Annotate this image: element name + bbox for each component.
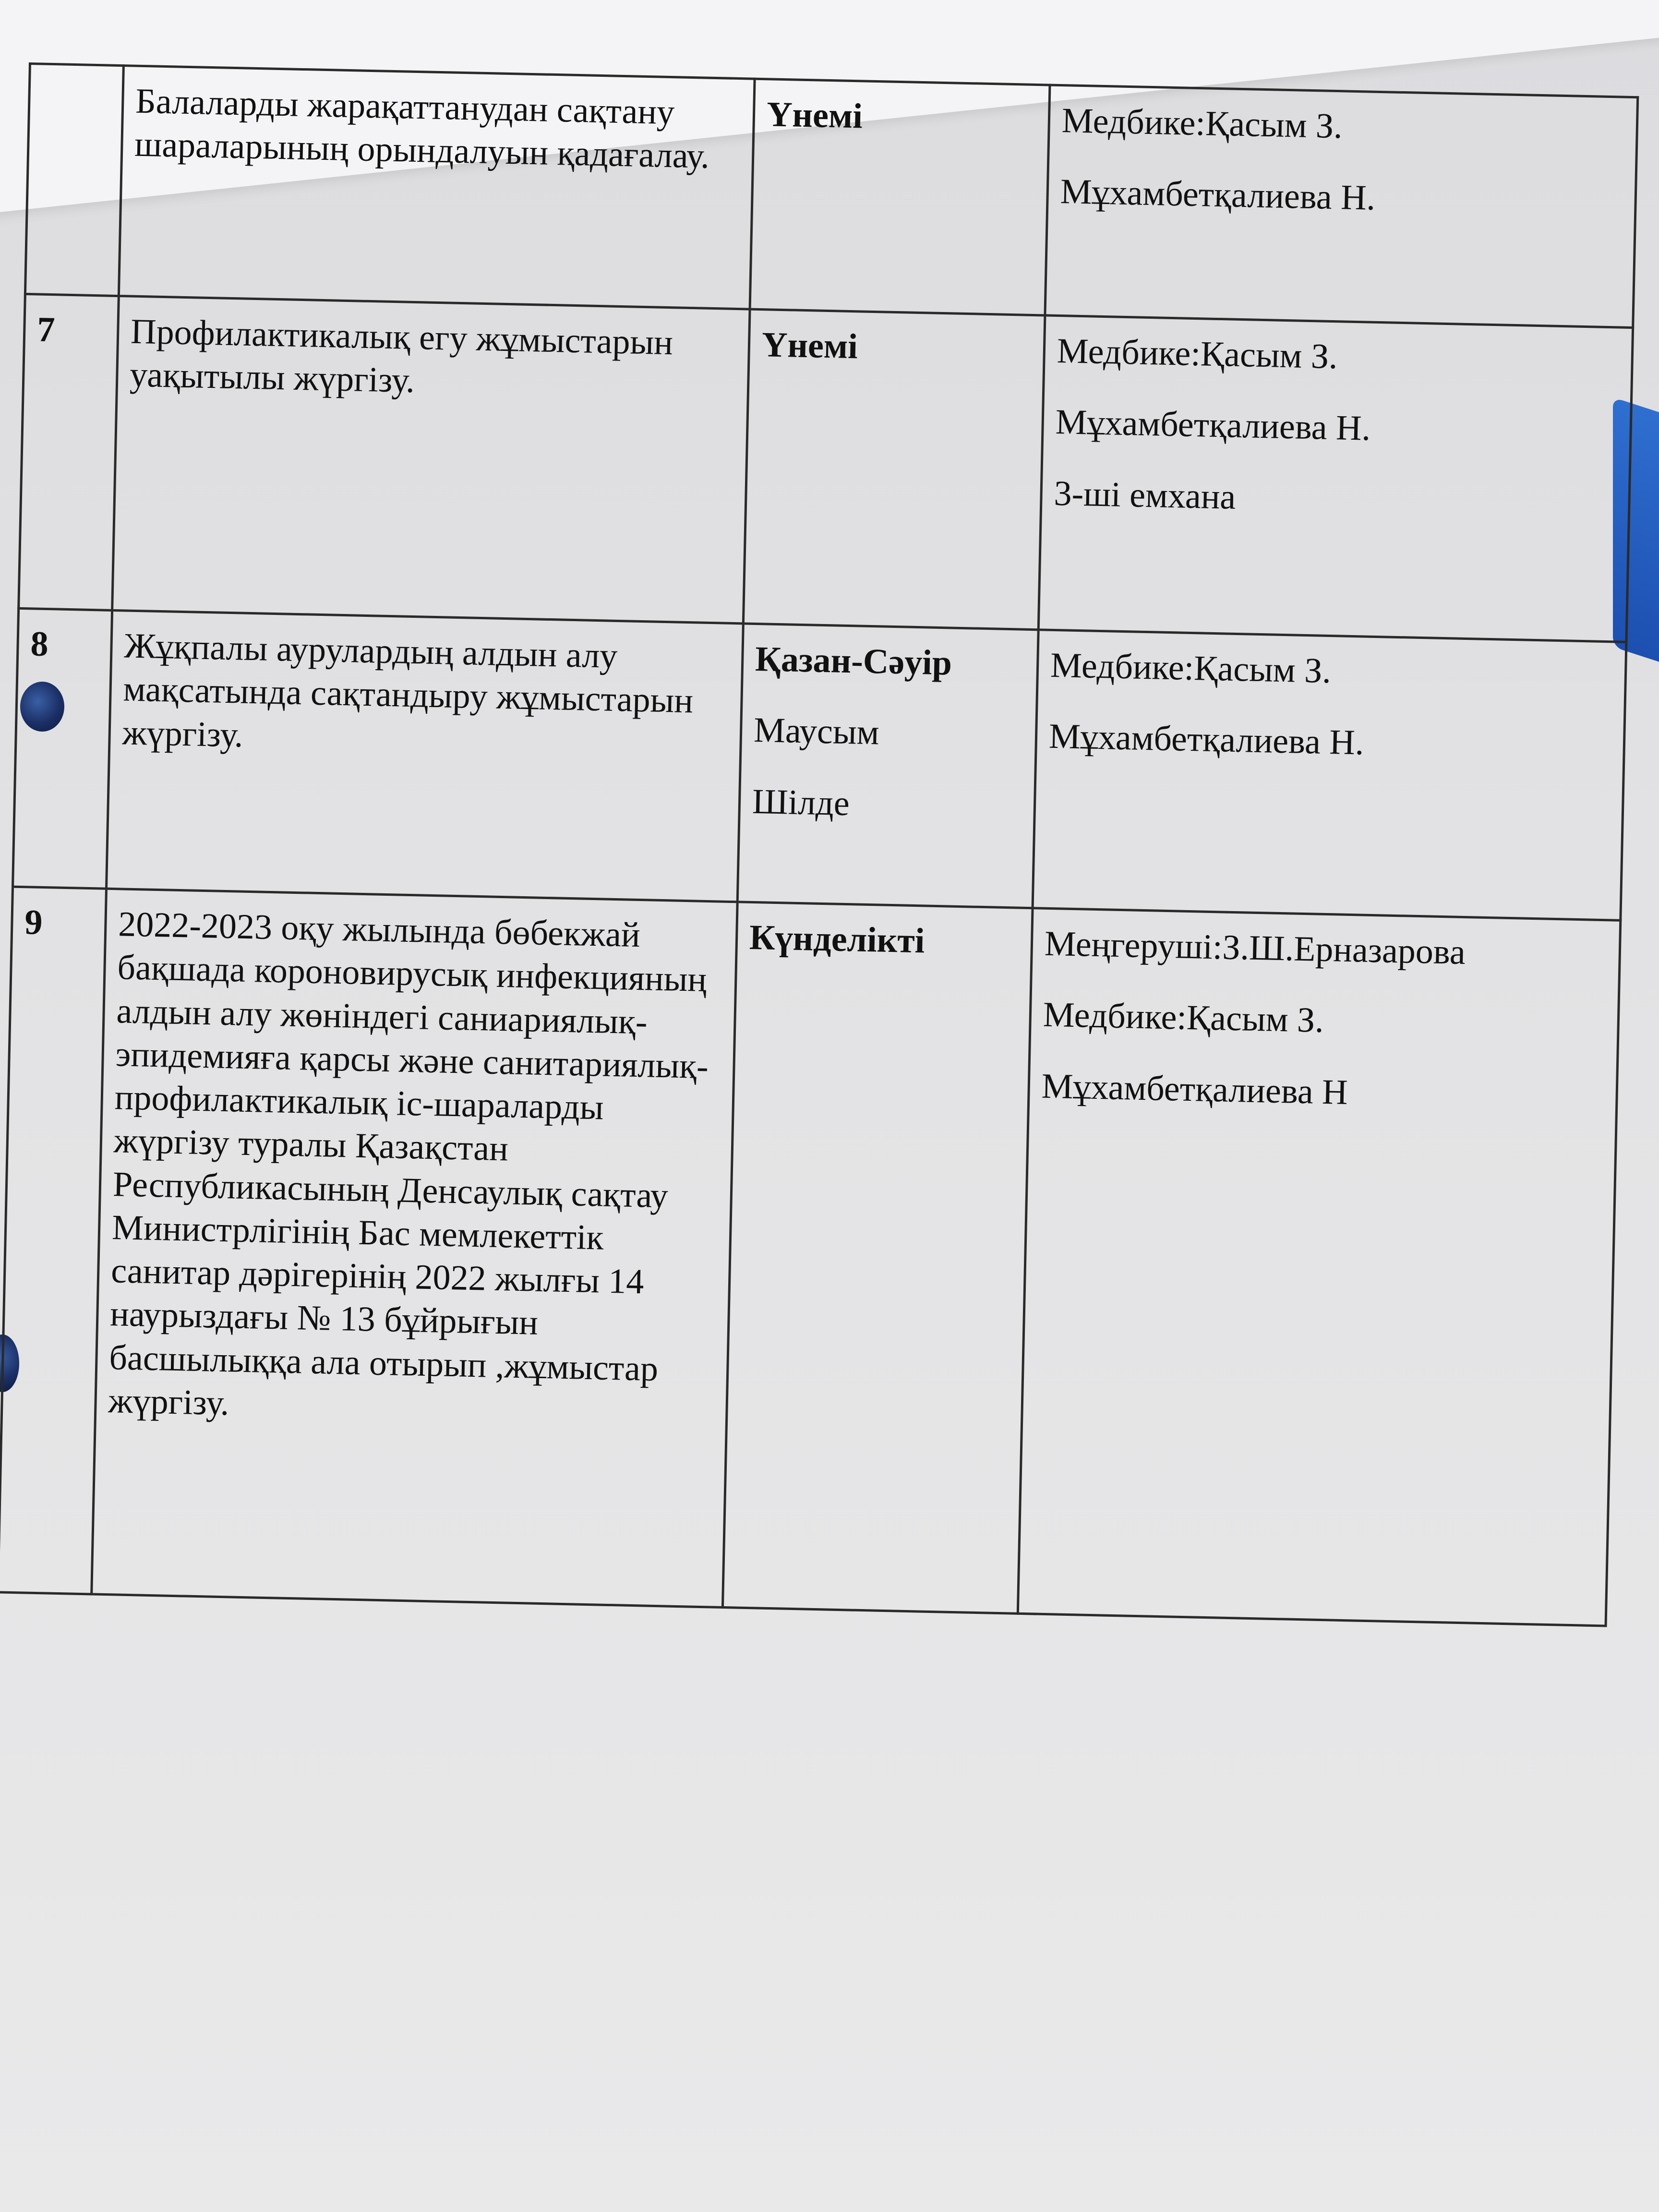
table-row [25, 64, 1637, 328]
responsible-line: Меңгеруші:З.Ш.Ерназарова [1044, 924, 1466, 973]
responsible-line: Медбике:Қасым З. [1057, 331, 1338, 377]
responsible-cell [1033, 630, 1626, 921]
period-cell [750, 79, 1050, 315]
plan-table [0, 62, 1639, 1627]
period-line: Күнделікті [749, 917, 926, 961]
period-line: Үнемі [766, 95, 863, 136]
period-cell [737, 624, 1038, 908]
period-cell [743, 309, 1045, 630]
row-number: 9 [0, 887, 106, 1594]
activity-cell: Балаларды жарақаттанудан сақтану шараларының орындалуын қадағалау. [119, 66, 755, 309]
responsible-cell [1018, 908, 1621, 1626]
responsible-line: Мұхамбетқалиева Н. [1059, 172, 1376, 218]
responsible-cell [1038, 315, 1633, 642]
activity-cell: Профилактикалық егу жұмыстарын уақытылы жүргізу. [112, 296, 750, 624]
period-line: Маусым [753, 710, 880, 753]
document-page [0, 62, 1636, 1624]
period-line: Қазан-Сәуір [755, 639, 952, 683]
responsible-line: Медбике:Қасым З. [1050, 645, 1332, 691]
period-line: Шілде [752, 781, 850, 823]
responsible-line: Мұхамбетқалиева Н. [1055, 402, 1371, 448]
responsible-cell [1045, 85, 1638, 328]
responsible-line: Медбике:Қасым З. [1043, 995, 1324, 1041]
row-number [25, 64, 123, 296]
responsible-line: Мұхамбетқалиева Н. [1048, 717, 1365, 763]
period-cell [722, 902, 1033, 1614]
activity-cell: 2022-2023 оқу жылында бөбекжай бақшада короновирусық инфекцияның алдын алу жөніндегі саниариялық-эпидемияға қарсы және санитариялық-профилактикалық іс-шараларды жүргізу туралы Қазақстан Республикасының Денсаулық сақтау Министрлігінің Бас мемлекеттік санитар дәрігерінің 2022 жылғы 14 наурыздағы № 13 бұйрығын басшылыққа ала отырып ,жұмыстар жүргізу. [92, 889, 737, 1607]
row-number: 8 [13, 608, 112, 889]
table-row [0, 887, 1621, 1626]
responsible-line: Медбике:Қасым З. [1061, 101, 1343, 146]
row-number: 7 [19, 294, 119, 610]
table-row [19, 294, 1633, 642]
activity-cell: Жұқпалы аурулардың алдын алу мақсатында сақтандыру жұмыстарын жүргізу. [106, 610, 743, 902]
table-row [13, 608, 1626, 920]
period-line: Үнемі [761, 325, 858, 367]
responsible-line: 3-ші емхана [1053, 473, 1237, 517]
responsible-line: Мұхамбетқалиева Н [1041, 1066, 1348, 1112]
